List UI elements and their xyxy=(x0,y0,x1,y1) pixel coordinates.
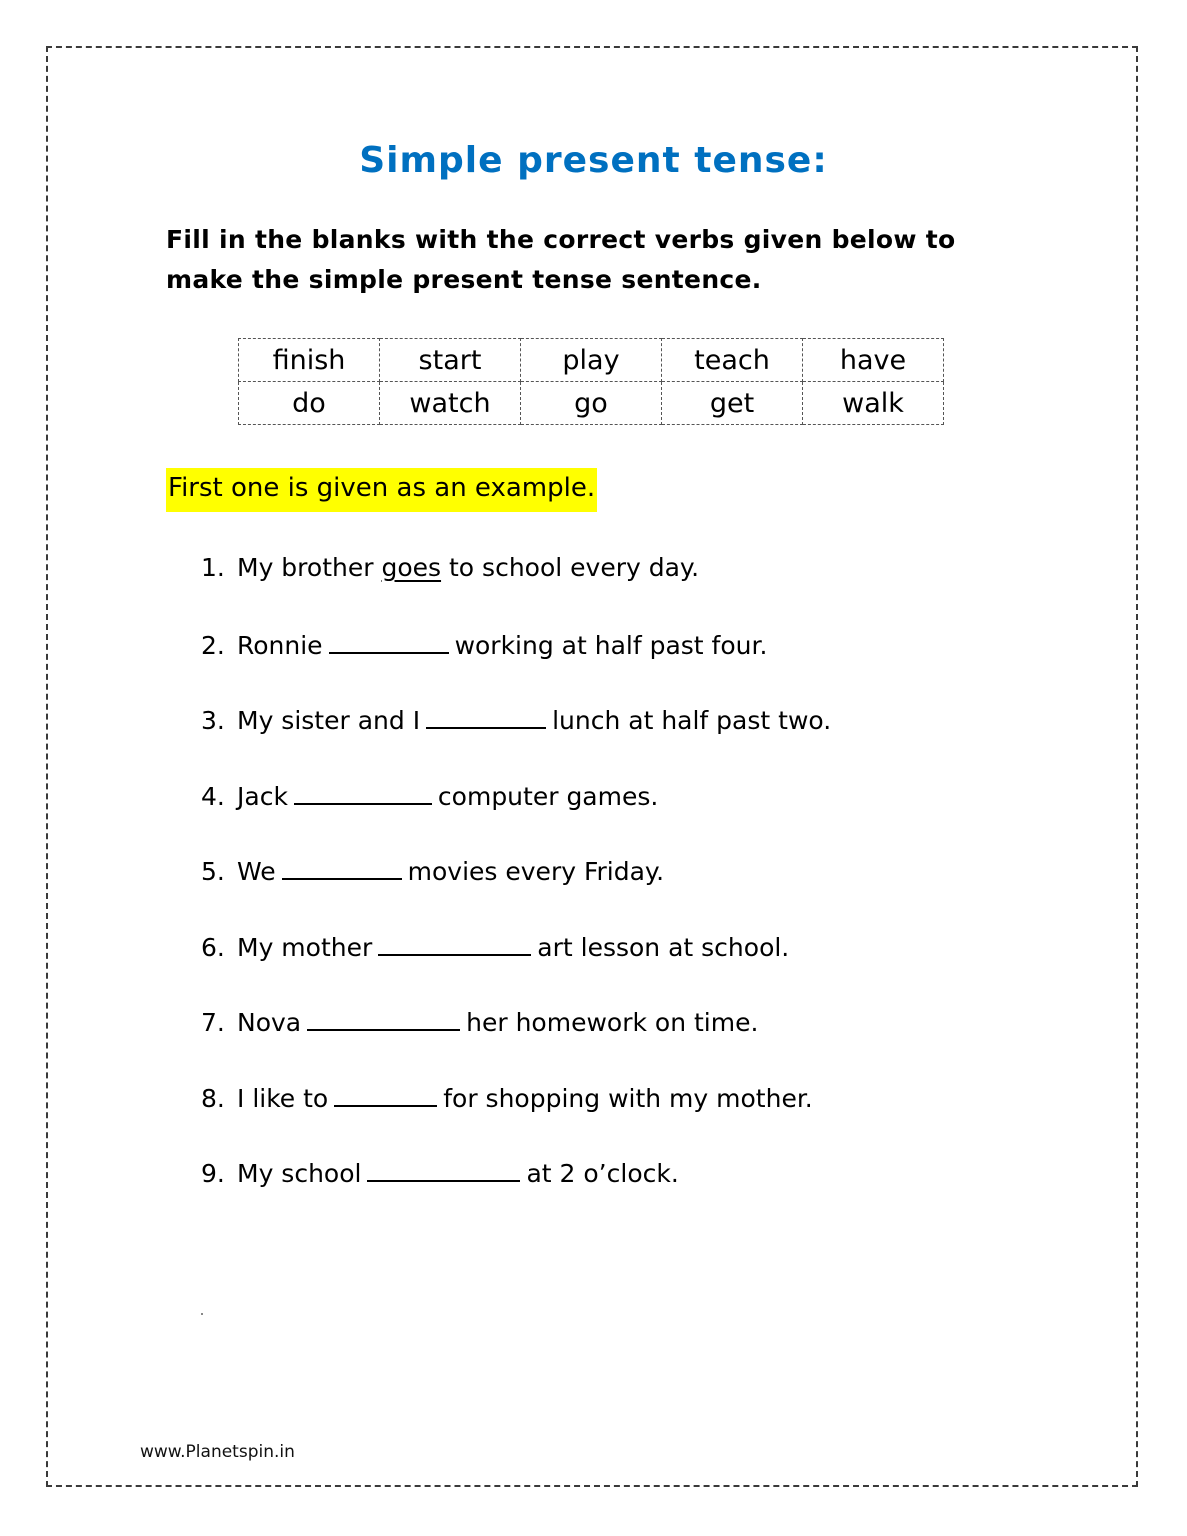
question-text-before: We xyxy=(237,857,276,886)
question-text-before: Nova xyxy=(237,1008,302,1037)
question-text-after: lunch at half past two. xyxy=(552,706,832,735)
verb-cell: have xyxy=(803,339,944,382)
stray-dot xyxy=(201,1313,203,1315)
question-text-before: I like to xyxy=(237,1083,329,1113)
instructions: Fill in the blanks with the correct verbs given below to make the simple present tense sentence. xyxy=(166,225,956,294)
verb-cell: teach xyxy=(662,339,803,382)
question-number: 6. xyxy=(201,932,225,962)
question-text-after: to school every day. xyxy=(449,553,700,582)
answer-blank[interactable] xyxy=(294,777,432,805)
verb-cell: finish xyxy=(239,339,380,382)
question-item xyxy=(201,626,831,702)
question-number: 2. xyxy=(201,630,225,660)
verb-cell: walk xyxy=(803,382,944,425)
verb-bank-table xyxy=(238,338,944,425)
question-item xyxy=(201,550,831,626)
answer-blank[interactable] xyxy=(426,701,546,729)
verb-cell: get xyxy=(662,382,803,425)
question-item xyxy=(201,1154,831,1230)
answer-blank[interactable] xyxy=(282,852,402,880)
question-text-before: My mother xyxy=(237,932,373,962)
question-text-before: My brother xyxy=(237,553,374,582)
question-item xyxy=(201,852,831,928)
question-text-after: art lesson at school. xyxy=(537,932,790,962)
question-text-before: Jack xyxy=(237,781,288,811)
verb-cell: play xyxy=(521,339,662,382)
answer-blank[interactable] xyxy=(378,928,531,956)
question-number: 3. xyxy=(201,706,225,735)
verb-cell: do xyxy=(239,382,380,425)
example-answer: goes xyxy=(381,553,442,582)
question-text-after: movies every Friday. xyxy=(407,857,665,886)
question-text-after: computer games. xyxy=(437,781,659,811)
question-list xyxy=(201,550,831,1230)
question-number: 9. xyxy=(201,1159,225,1188)
question-number: 1. xyxy=(201,553,225,582)
question-item xyxy=(201,1003,831,1079)
verb-cell: watch xyxy=(380,382,521,425)
verb-cell: go xyxy=(521,382,662,425)
question-item xyxy=(201,701,831,777)
question-text-before: Ronnie xyxy=(237,630,323,660)
question-item xyxy=(201,777,831,853)
verb-row xyxy=(239,339,944,382)
answer-blank[interactable] xyxy=(329,626,449,654)
verb-row xyxy=(239,382,944,425)
footer-website: www.Planetspin.in xyxy=(140,1442,295,1462)
question-number: 5. xyxy=(201,857,225,886)
question-number: 8. xyxy=(201,1083,225,1113)
question-number: 4. xyxy=(201,781,225,811)
question-item xyxy=(201,928,831,1004)
verb-cell: start xyxy=(380,339,521,382)
question-text-after: her homework on time. xyxy=(466,1008,759,1037)
question-text-after: at 2 o’clock. xyxy=(526,1159,679,1188)
question-text-before: My school xyxy=(237,1159,362,1188)
question-text-after: for shopping with my mother. xyxy=(443,1083,813,1113)
answer-blank[interactable] xyxy=(307,1003,460,1031)
question-item xyxy=(201,1079,831,1155)
question-number: 7. xyxy=(201,1008,225,1037)
page-title: Simple present tense: xyxy=(359,140,828,181)
question-text-before: My sister and I xyxy=(237,706,421,735)
answer-blank[interactable] xyxy=(367,1154,520,1182)
example-note: First one is given as an example. xyxy=(166,468,597,512)
question-text-after: working at half past four. xyxy=(454,630,768,660)
answer-blank[interactable] xyxy=(334,1079,437,1107)
